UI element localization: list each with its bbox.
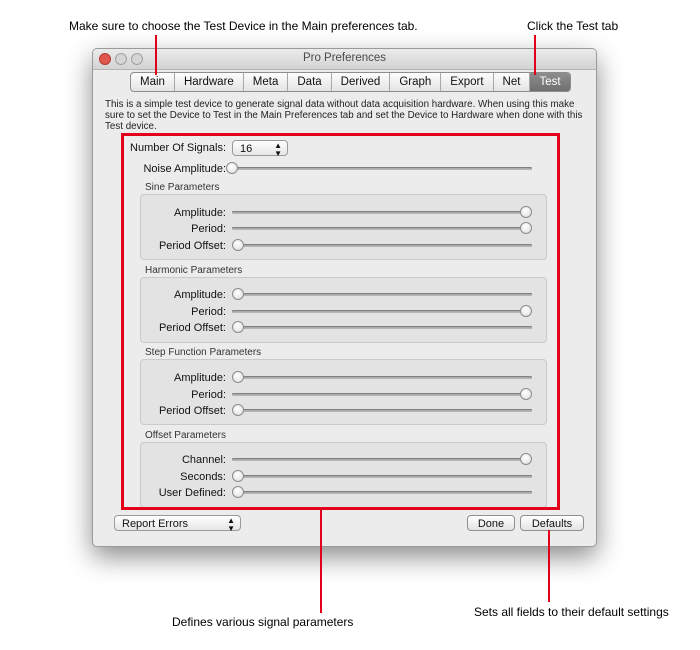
noise-amplitude-slider[interactable] bbox=[232, 163, 532, 175]
callout-signal-parameters: Defines various signal parameters bbox=[172, 615, 354, 629]
sine-period-label: Period: bbox=[191, 223, 226, 235]
step-period-offset-slider[interactable] bbox=[238, 405, 532, 417]
slider-knob[interactable] bbox=[520, 305, 532, 317]
tab-data[interactable]: Data bbox=[288, 73, 331, 91]
noise-amplitude-label: Noise Amplitude: bbox=[143, 163, 226, 175]
step-function-parameters-title: Step Function Parameters bbox=[145, 347, 262, 358]
step-period-label: Period: bbox=[191, 389, 226, 401]
test-device-description: This is a simple test device to generate signal data without data acquisition hardware. When using this make sure to set the Device to Test in the Main Preferences tab and set the Device to Hardware when done with this Test device. bbox=[105, 99, 583, 132]
tab-graph[interactable]: Graph bbox=[390, 73, 441, 91]
sine-parameters-title: Sine Parameters bbox=[145, 182, 220, 193]
callout-test-tab: Click the Test tab bbox=[527, 19, 619, 33]
report-errors-select[interactable] bbox=[114, 515, 241, 531]
slider-knob[interactable] bbox=[226, 162, 238, 174]
offset-seconds-label: Seconds: bbox=[180, 471, 226, 483]
annotation-box-right bbox=[557, 133, 560, 510]
slider-knob[interactable] bbox=[520, 453, 532, 465]
slider-track bbox=[238, 326, 532, 329]
slider-track bbox=[238, 244, 532, 247]
annotation-box-left bbox=[121, 133, 124, 510]
preferences-tabs bbox=[130, 72, 571, 92]
slider-track bbox=[232, 310, 526, 313]
tab-net[interactable]: Net bbox=[494, 73, 531, 91]
done-button[interactable]: Done bbox=[467, 515, 515, 531]
tab-test[interactable]: Test bbox=[530, 73, 569, 91]
number-of-signals-select[interactable] bbox=[232, 140, 288, 156]
sine-period-offset-slider[interactable] bbox=[238, 240, 532, 252]
number-of-signals-label: Number Of Signals: bbox=[130, 142, 226, 154]
slider-knob[interactable] bbox=[232, 239, 244, 251]
slider-track bbox=[232, 227, 526, 230]
tab-meta[interactable]: Meta bbox=[244, 73, 289, 91]
slider-track bbox=[238, 376, 532, 379]
harmonic-parameters-title: Harmonic Parameters bbox=[145, 265, 243, 276]
slider-knob[interactable] bbox=[232, 404, 244, 416]
slider-knob[interactable] bbox=[520, 206, 532, 218]
slider-knob[interactable] bbox=[520, 222, 532, 234]
offset-parameters-title: Offset Parameters bbox=[145, 430, 226, 441]
callout-defaults: Sets all fields to their default settings bbox=[474, 605, 669, 619]
defaults-button[interactable]: Defaults bbox=[520, 515, 584, 531]
window-title: Pro Preferences bbox=[302, 52, 387, 64]
slider-track bbox=[238, 475, 532, 478]
title-bar bbox=[93, 49, 596, 70]
step-period-offset-label: Period Offset: bbox=[158, 405, 226, 417]
slider-knob[interactable] bbox=[232, 288, 244, 300]
number-of-signals-value: 16 bbox=[240, 143, 253, 155]
harmonic-period-offset-slider[interactable] bbox=[238, 322, 532, 334]
slider-track bbox=[232, 167, 532, 170]
step-amplitude-slider[interactable] bbox=[238, 372, 532, 384]
slider-track bbox=[238, 409, 532, 412]
annotation-line-signal-parameters bbox=[320, 510, 322, 613]
sine-period-slider[interactable] bbox=[232, 223, 526, 235]
offset-seconds-slider[interactable] bbox=[238, 471, 532, 483]
annotation-line-main-tab bbox=[155, 35, 157, 75]
harmonic-amplitude-label: Amplitude: bbox=[174, 289, 226, 301]
sine-amplitude-slider[interactable] bbox=[232, 207, 526, 219]
harmonic-period-slider[interactable] bbox=[232, 306, 526, 318]
slider-knob[interactable] bbox=[232, 371, 244, 383]
tab-derived[interactable]: Derived bbox=[332, 73, 391, 91]
report-errors-value: Report Errors bbox=[122, 518, 189, 530]
harmonic-period-offset-label: Period Offset: bbox=[158, 322, 226, 334]
slider-track bbox=[232, 393, 526, 396]
annotation-box-bottom bbox=[121, 507, 560, 510]
popup-arrows-icon: ▲ ▼ bbox=[227, 516, 235, 533]
slider-knob[interactable] bbox=[232, 470, 244, 482]
slider-knob[interactable] bbox=[520, 388, 532, 400]
annotation-line-test-tab bbox=[534, 35, 536, 75]
stepper-arrows-icon: ▲ ▼ bbox=[274, 141, 282, 158]
tab-main[interactable]: Main bbox=[131, 73, 175, 91]
tab-hardware[interactable]: Hardware bbox=[175, 73, 244, 91]
offset-channel-slider[interactable] bbox=[232, 454, 526, 466]
annotation-line-defaults bbox=[548, 530, 550, 602]
harmonic-period-label: Period: bbox=[191, 306, 226, 318]
offset-user-defined-slider[interactable] bbox=[238, 487, 532, 499]
harmonic-amplitude-slider[interactable] bbox=[238, 289, 532, 301]
sine-period-offset-label: Period Offset: bbox=[158, 240, 226, 252]
preferences-window bbox=[92, 48, 597, 547]
slider-track bbox=[232, 458, 526, 461]
offset-user-defined-label: User Defined: bbox=[158, 487, 226, 499]
slider-knob[interactable] bbox=[232, 486, 244, 498]
offset-channel-label: Channel: bbox=[181, 454, 226, 466]
callout-main-tab: Make sure to choose the Test Device in the Main preferences tab. bbox=[69, 19, 418, 33]
sine-amplitude-label: Amplitude: bbox=[174, 207, 226, 219]
step-period-slider[interactable] bbox=[232, 389, 526, 401]
slider-track bbox=[238, 491, 532, 494]
slider-track bbox=[232, 211, 526, 214]
step-amplitude-label: Amplitude: bbox=[174, 372, 226, 384]
slider-knob[interactable] bbox=[232, 321, 244, 333]
tab-export[interactable]: Export bbox=[441, 73, 493, 91]
annotation-box-top bbox=[121, 133, 560, 136]
slider-track bbox=[238, 293, 532, 296]
